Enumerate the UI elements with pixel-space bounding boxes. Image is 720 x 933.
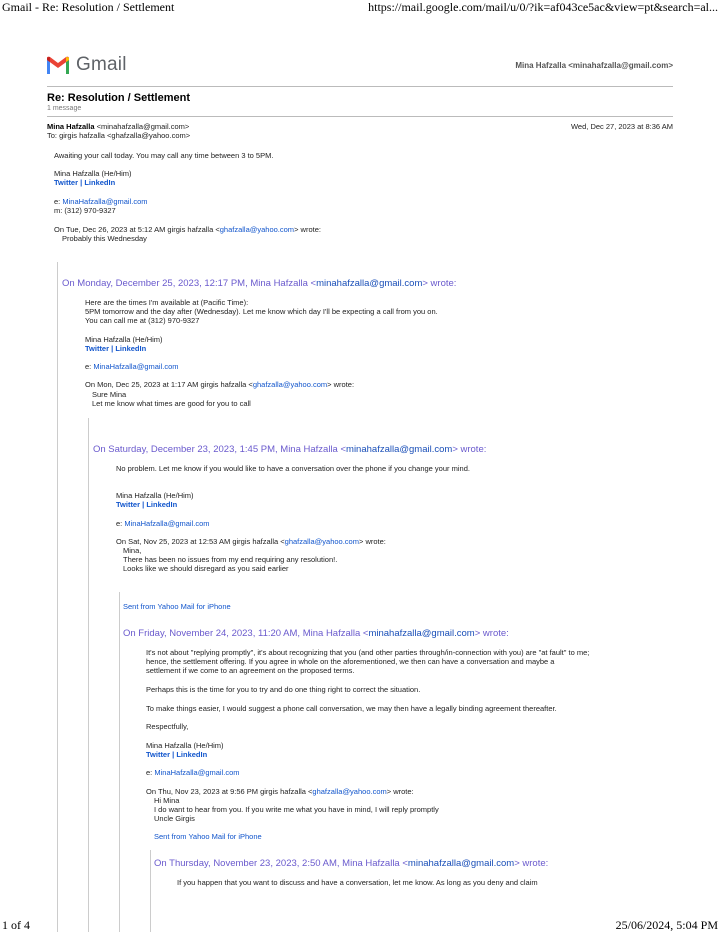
- quote-header: [62, 278, 456, 289]
- twitter-link[interactable]: Twitter: [116, 500, 141, 509]
- signature-email-link[interactable]: MinaHafzalla@gmail.com: [62, 197, 148, 206]
- quote-attribution: [146, 787, 414, 796]
- quote-attribution: [54, 225, 321, 234]
- attribution-text: > wrote:: [386, 787, 414, 796]
- linkedin-link[interactable]: LinkedIn: [176, 750, 208, 759]
- attribution-text: On Thu, Nov 23, 2023 at 9:56 PM girgis hafzalla <: [146, 787, 313, 796]
- link-separator: |: [111, 344, 114, 353]
- body-text: Respectfully,: [146, 722, 189, 731]
- body-text: It's not about "replying promptly", it's about recognizing that you (and other parties through/in-connection with you) are "at fault" to me;: [146, 648, 590, 657]
- attribution-text: > wrote:: [358, 537, 386, 546]
- email-prefix: e:: [146, 768, 153, 777]
- attribution-email-link[interactable]: ghafzalla@yahoo.com: [219, 225, 295, 234]
- twitter-link[interactable]: Twitter: [146, 750, 171, 759]
- quote-header-text: On Monday, December 25, 2023, 12:17 PM, Mina Hafzalla <: [62, 278, 317, 289]
- email-prefix: e:: [54, 197, 61, 206]
- divider: [47, 116, 673, 117]
- divider: [47, 86, 673, 87]
- twitter-link[interactable]: Twitter: [85, 344, 110, 353]
- print-datetime: 25/06/2024, 5:04 PM: [615, 918, 718, 932]
- body-text: Here are the times I'm available at (Pacific Time):: [85, 298, 249, 307]
- yahoo-mail-link[interactable]: Sent from Yahoo Mail for iPhone: [123, 602, 231, 611]
- attribution-text: On Mon, Dec 25, 2023 at 1:17 AM girgis hafzalla <: [85, 380, 253, 389]
- quote-attribution: [85, 380, 354, 389]
- quote-header-text: > wrote:: [452, 444, 487, 455]
- quote-attribution: [116, 537, 386, 546]
- quoted-reply: There has been no issues from my end requiring any resolution!.: [123, 555, 338, 564]
- linkedin-link[interactable]: LinkedIn: [84, 178, 116, 187]
- signature-links: [54, 178, 115, 187]
- quoted-reply: I do want to hear from you. If you write me what you have in mind, I will reply promptly: [154, 805, 439, 814]
- sent-from-link: [154, 832, 262, 841]
- quote-header-text: On Friday, November 24, 2023, 11:20 AM, Mina Hafzalla <: [123, 628, 369, 639]
- gmail-logo: [46, 54, 127, 76]
- message-count: 1 message: [47, 105, 82, 112]
- signature-name: Mina Hafzalla (He/Him): [116, 491, 194, 500]
- quoted-reply: Uncle Girgis: [154, 814, 195, 823]
- attribution-text: > wrote:: [294, 225, 321, 234]
- quoted-reply: Hi Mina: [154, 796, 180, 805]
- attribution-email-link[interactable]: ghafzalla@yahoo.com: [312, 787, 387, 796]
- signature-links: [85, 344, 146, 353]
- signature-name: Mina Hafzalla (He/Him): [85, 335, 163, 344]
- body-text: hence, the settlement offering. If you agree in whole on the aforementioned, we then can have a conversation and maybe a: [146, 657, 555, 666]
- gmail-wordmark: Gmail: [76, 54, 127, 75]
- body-text: settlement if we come to an agreement on the proposed terms.: [146, 666, 355, 675]
- quote-header: [93, 444, 486, 455]
- gmail-m-icon: [46, 56, 70, 75]
- quote-header-text: > wrote:: [514, 858, 549, 869]
- quote-header-text: > wrote:: [422, 278, 457, 289]
- quote-bar: [119, 592, 120, 932]
- quote-header-email[interactable]: minahafzalla@gmail.com: [407, 858, 515, 869]
- quote-header-email[interactable]: minahafzalla@gmail.com: [368, 628, 475, 639]
- email-prefix: e:: [85, 362, 92, 371]
- signature-email-link[interactable]: MinaHafzalla@gmail.com: [124, 519, 210, 528]
- body-text: Awaiting your call today. You may call any time between 3 to 5PM.: [54, 151, 274, 160]
- body-text: You can call me at (312) 970-9327: [85, 316, 200, 325]
- email-prefix: e:: [116, 519, 123, 528]
- print-page-number: 1 of 4: [2, 918, 30, 932]
- quote-header-text: > wrote:: [474, 628, 509, 639]
- message-date: Wed, Dec 27, 2023 at 8:36 AM: [570, 122, 673, 131]
- sender-name: Mina Hafzalla: [47, 122, 95, 131]
- quoted-reply: Let me know what times are good for you to call: [92, 399, 251, 408]
- quoted-reply: Looks like we should disregard as you said earlier: [123, 564, 289, 573]
- linkedin-link[interactable]: LinkedIn: [115, 344, 147, 353]
- signature-name: Mina Hafzalla (He/Him): [146, 741, 224, 750]
- quote-bar: [88, 418, 89, 932]
- quote-header-text: On Thursday, November 23, 2023, 2:50 AM, Mina Hafzalla <: [154, 858, 408, 869]
- link-separator: |: [142, 500, 145, 509]
- quoted-reply: Mina,: [123, 546, 142, 555]
- print-url: https://mail.google.com/mail/u/0/?ik=af043ce5ac&view=pt&search=al...: [368, 0, 718, 14]
- sent-from-link: [123, 602, 231, 611]
- attribution-text: On Tue, Dec 26, 2023 at 5:12 AM girgis hafzalla <: [54, 225, 220, 234]
- sender-email: <minahafzalla@gmail.com>: [96, 122, 190, 131]
- quote-header: [154, 858, 548, 869]
- account-label: Mina Hafzalla <minahafzalla@gmail.com>: [515, 61, 673, 70]
- link-separator: |: [172, 750, 175, 759]
- signature-email-line: [146, 768, 240, 777]
- attribution-email-link[interactable]: ghafzalla@yahoo.com: [284, 537, 359, 546]
- quote-header-email[interactable]: minahafzalla@gmail.com: [316, 278, 423, 289]
- quote-bar: [57, 262, 58, 932]
- attribution-email-link[interactable]: ghafzalla@yahoo.com: [252, 380, 328, 389]
- message-from: [47, 122, 189, 131]
- signature-phone: m: (312) 970-9327: [54, 206, 116, 215]
- signature-email-line: [54, 197, 148, 206]
- message-to: To: girgis hafzalla <ghafzalla@yahoo.com>: [47, 131, 191, 140]
- signature-email-link[interactable]: MinaHafzalla@gmail.com: [93, 362, 179, 371]
- twitter-link[interactable]: Twitter: [54, 178, 79, 187]
- quoted-reply: Probably this Wednesday: [62, 234, 147, 243]
- attribution-text: On Sat, Nov 25, 2023 at 12:53 AM girgis hafzalla <: [116, 537, 285, 546]
- quote-bar: [150, 850, 151, 932]
- signature-email-line: [85, 362, 179, 371]
- body-text: No problem. Let me know if you would like to have a conversation over the phone if you change your mind.: [116, 464, 470, 473]
- signature-email-link[interactable]: MinaHafzalla@gmail.com: [154, 768, 240, 777]
- signature-links: [146, 750, 207, 759]
- attribution-text: > wrote:: [327, 380, 355, 389]
- link-separator: |: [80, 178, 83, 187]
- body-text: Perhaps this is the time for you to try and do one thing right to correct the situation.: [146, 685, 421, 694]
- body-text: To make things easier, I would suggest a phone call conversation, we may then have a legally binding agreement thereafter.: [146, 704, 557, 713]
- linkedin-link[interactable]: LinkedIn: [146, 500, 178, 509]
- quote-header: [123, 628, 509, 639]
- yahoo-mail-link[interactable]: Sent from Yahoo Mail for iPhone: [154, 832, 262, 841]
- quote-header-text: On Saturday, December 23, 2023, 1:45 PM, Mina Hafzalla <: [93, 444, 347, 455]
- signature-email-line: [116, 519, 210, 528]
- thread-subject: Re: Resolution / Settlement: [47, 92, 191, 104]
- quoted-reply: Sure Mina: [92, 390, 127, 399]
- print-title: Gmail - Re: Resolution / Settlement: [2, 0, 175, 14]
- body-text: 5PM tomorrow and the day after (Wednesday). Let me know which day I'll be expecting a call from you on.: [85, 307, 438, 316]
- quote-header-email[interactable]: minahafzalla@gmail.com: [346, 444, 453, 455]
- signature-name: Mina Hafzalla (He/Him): [54, 169, 132, 178]
- body-text: If you happen that you want to discuss and have a conversation, let me know. As long as you deny and claim: [177, 878, 538, 887]
- signature-links: [116, 500, 177, 509]
